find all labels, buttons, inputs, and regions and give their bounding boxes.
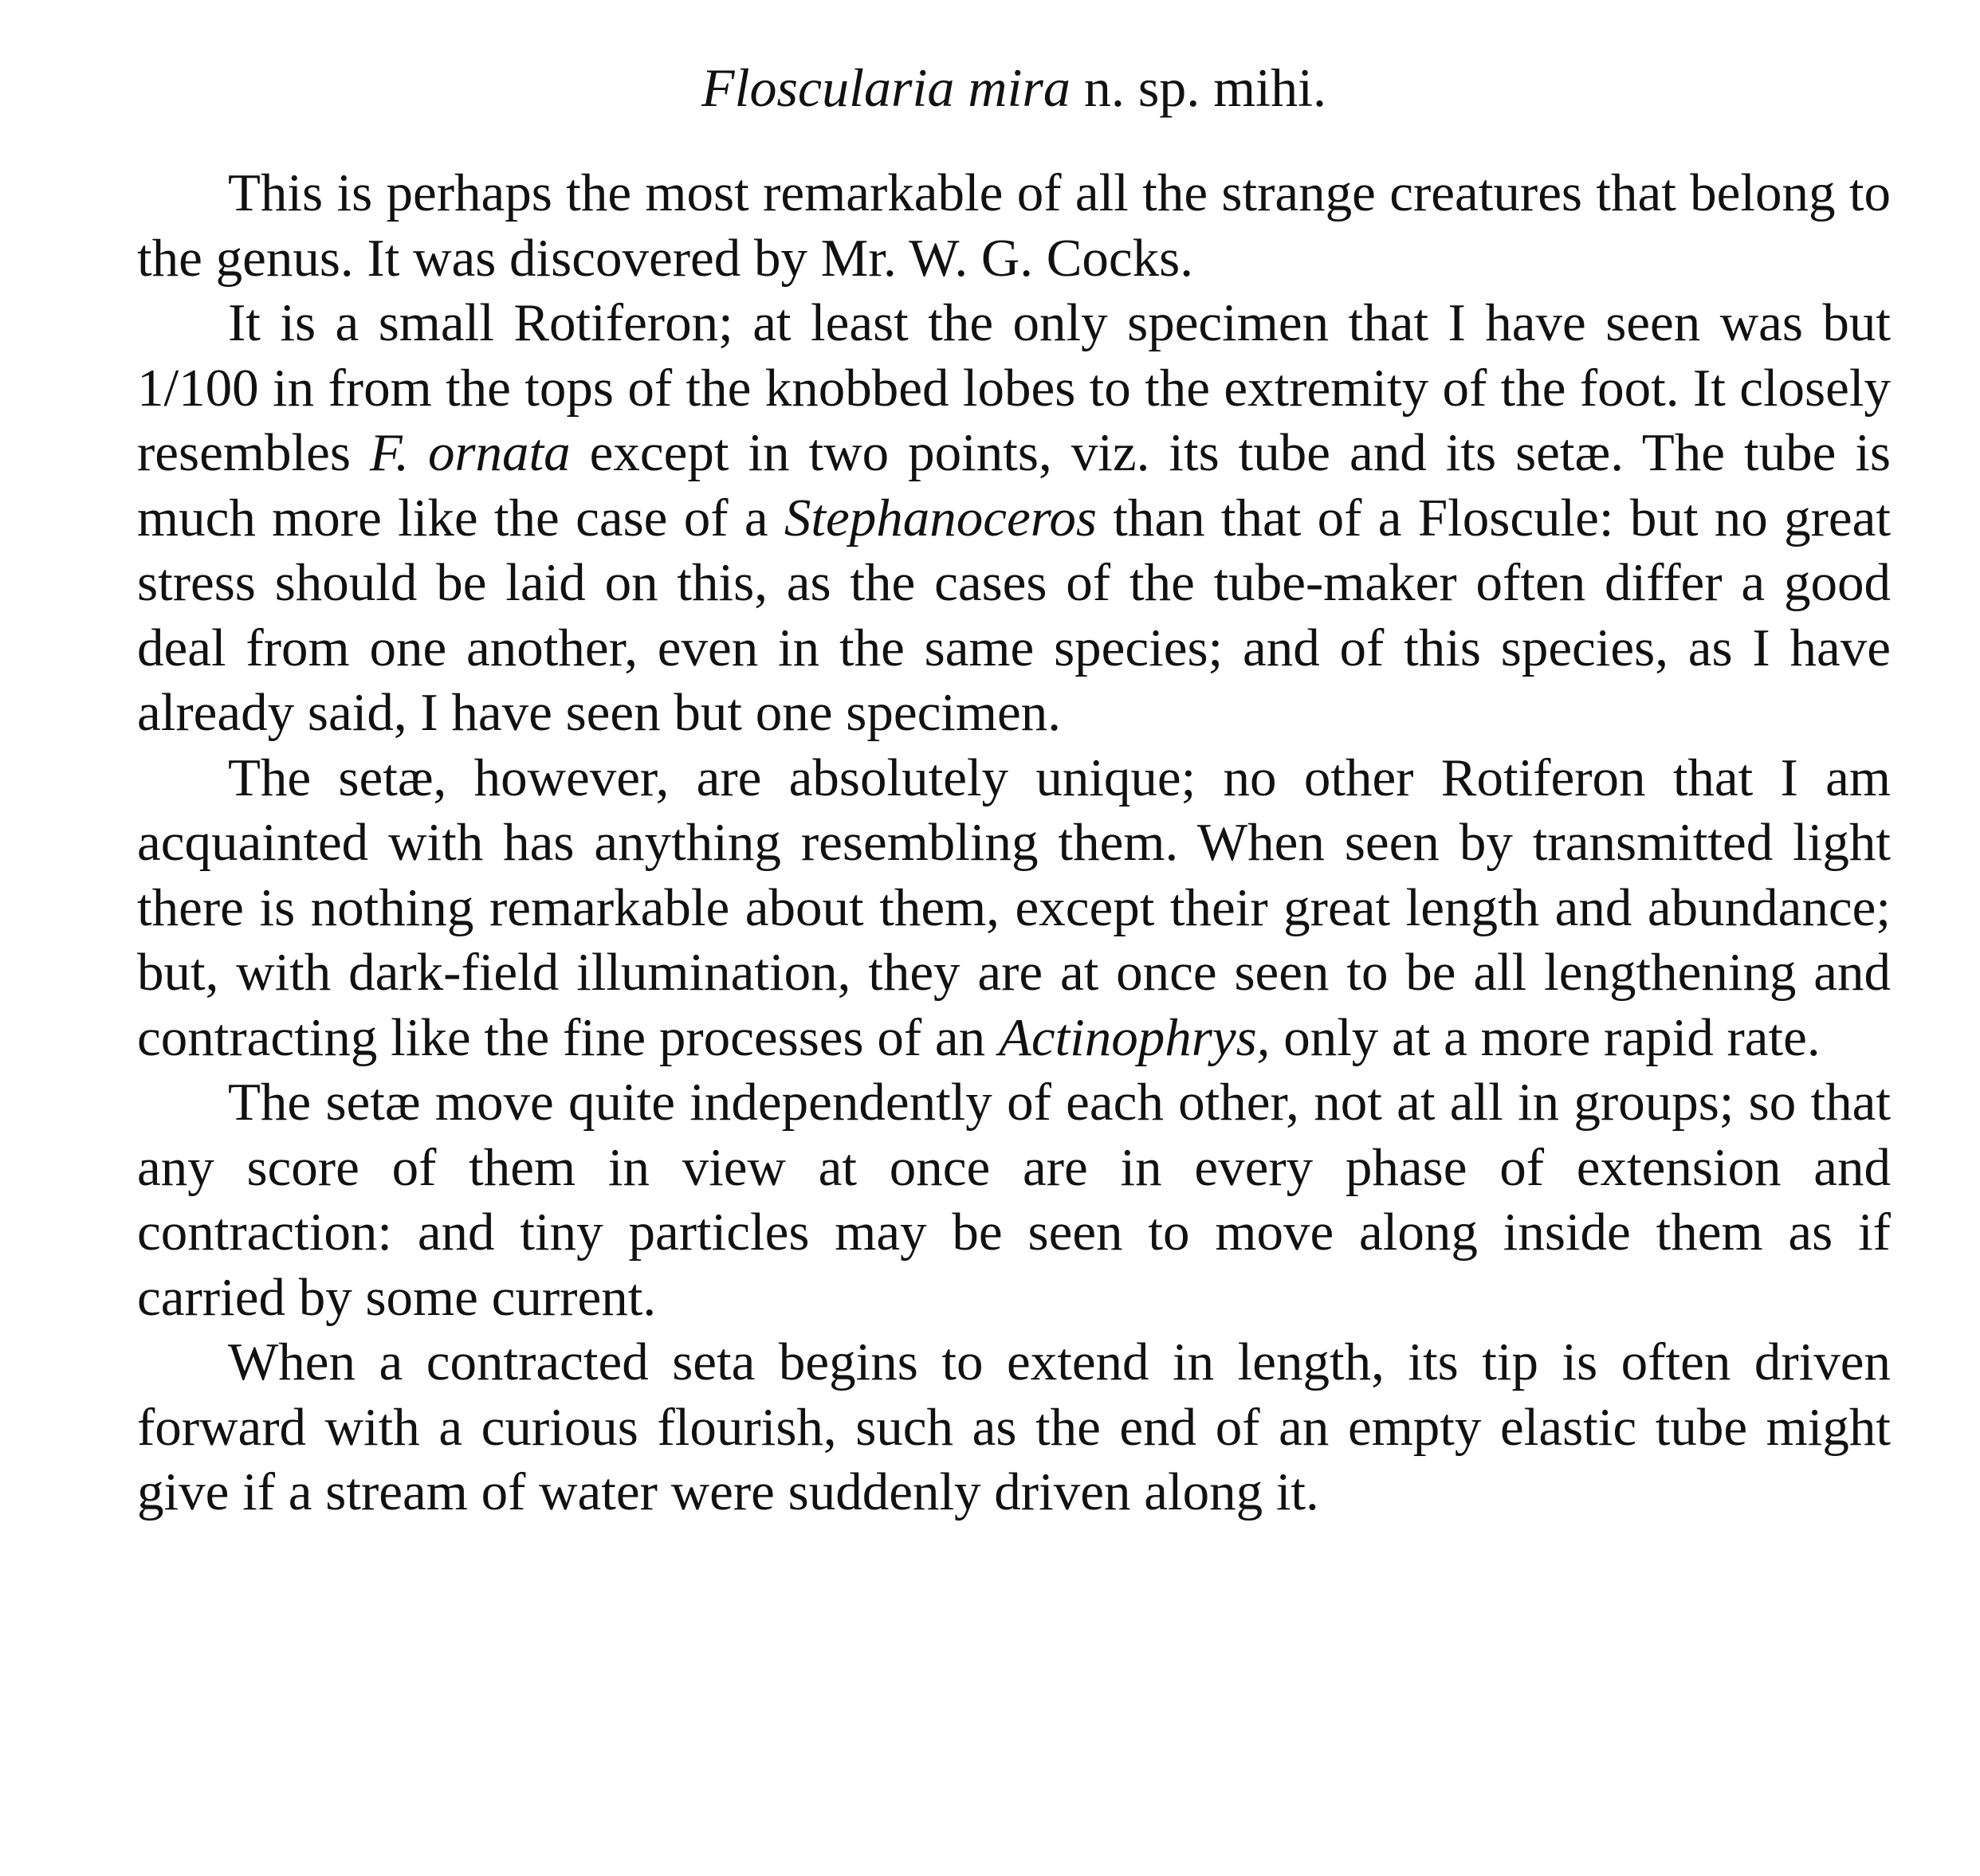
paragraph-text: It is a small Rotiferon; at least the only specimen that I have seen was but 1/100 in from the tops of the knobbed lobes to the extremity of the foot. It closely resembles <box>137 293 1891 482</box>
paragraph-5 <box>137 1330 1891 1525</box>
title-genus-species: Floscularia mira <box>701 57 1071 118</box>
italic-term-stephanoceros: Stephanoceros <box>784 488 1097 547</box>
paragraph-text: The setæ move quite independently of each other, not at all in groups; so that any score of them in view at once are in every phase of extension and contraction: and tiny particles may be seen to move along inside them as if carried by some current. <box>137 1073 1891 1327</box>
paragraph-text: When a contracted seta begins to extend in length, its tip is often driven forward with a curious flourish, such as the end of an empty elastic tube might give if a stream of water were suddenly driven along it. <box>137 1332 1891 1521</box>
paragraph-2 <box>137 291 1891 746</box>
paragraph-text: This is perhaps the most remarkable of all the strange creatures that belong to the genus. It was discovered by Mr. W. G. Cocks. <box>137 163 1891 288</box>
title-suffix: n. sp. mihi. <box>1070 57 1326 118</box>
paragraph-4 <box>137 1070 1891 1330</box>
italic-term-actinophrys: Actinophrys, <box>998 1007 1271 1067</box>
paragraph-3 <box>137 746 1891 1071</box>
paragraph-text: than that of a Floscule: but no great stress should be laid on this, as the cases of the tube-maker often differ a good deal from one another, even in the same species; and of this species, as I have already said, I have seen but one specimen. <box>137 488 1891 742</box>
document-page <box>137 56 1891 1525</box>
document-title <box>137 56 1891 120</box>
paragraph-1 <box>137 161 1891 291</box>
paragraph-text: The setæ, however, are absolutely unique; no other Rotiferon that I am acquainted with has anything resembling them. When seen by transmitted light there is nothing remarkable about them, except their great length and abundance; but, with dark-field illumination, they are at once seen to be all lengthening and contracting like the fine processes of an <box>137 748 1891 1067</box>
paragraph-text: except in two points, viz. its tube and its setæ. The tube is much more like the case of a <box>137 423 1892 547</box>
paragraph-text: only at a more rapid rate. <box>1270 1007 1821 1067</box>
italic-term-f-ornata: F. ornata <box>369 423 571 482</box>
